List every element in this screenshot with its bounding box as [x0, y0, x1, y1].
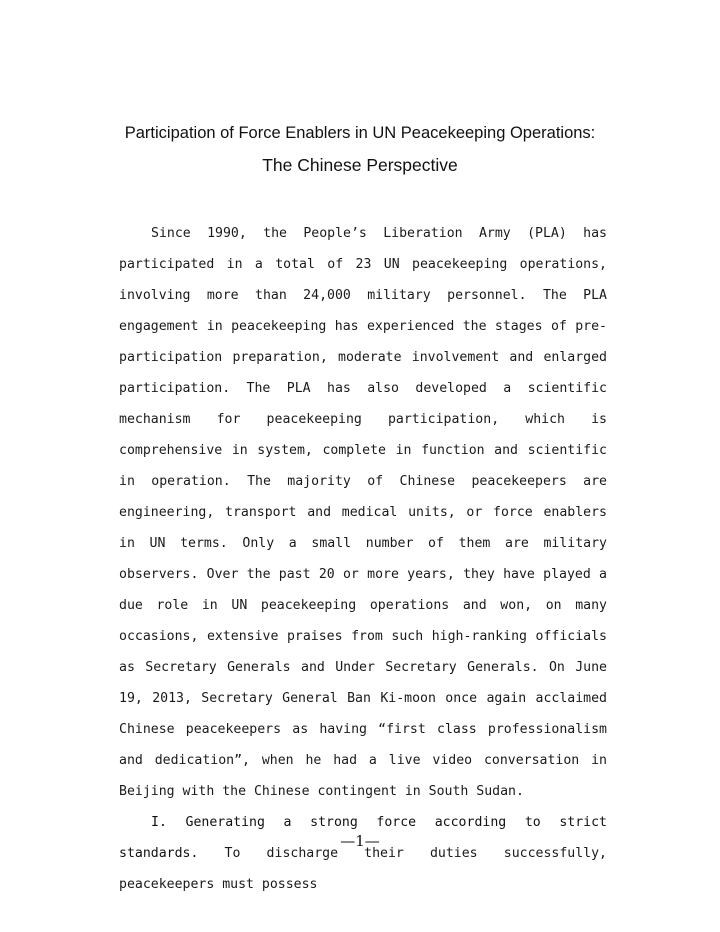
document-subtitle: The Chinese Perspective: [262, 155, 458, 175]
document-title: Participation of Force Enablers in UN Peacekeeping Operations:: [124, 124, 596, 142]
document-body: [119, 218, 607, 900]
section-text: To discharge their duties successfully, peacekeepers must possess: [119, 846, 607, 892]
paragraph-intro: Since 1990, the People’s Liberation Army (PLA) has participated in a total of 23 UN peacekeeping operations, involving more than 24,000 military personnel. The PLA engagement in peacekeeping has experienced the stages of pre-participation preparation, moderate involvement and enlarged participation. The PLA has also developed a scientific mechanism for peacekeeping participation, which is comprehensive in system, complete in function and scientific in operation. The majority of Chinese peacekeepers are engineering, transport and medical units, or force enablers in UN terms. Only a small number of them are military observers. Over the past 20 or more years, they have played a due role in UN peacekeeping operations and won, on many occasions, extensive praises from such high-ranking officials as Secretary Generals and Under Secretary Generals. On June 19, 2013, Secretary General Ban Ki-moon once again acclaimed Chinese peacekeepers as having “first class professionalism and dedication”, when he had a live video conversation in Beijing with the Chinese contingent in South Sudan.: [119, 226, 607, 799]
paragraph-section-1: [119, 807, 607, 900]
section-heading: I. Generating a strong force according to strict standards.: [119, 815, 607, 861]
page-number: —1—: [340, 832, 380, 850]
